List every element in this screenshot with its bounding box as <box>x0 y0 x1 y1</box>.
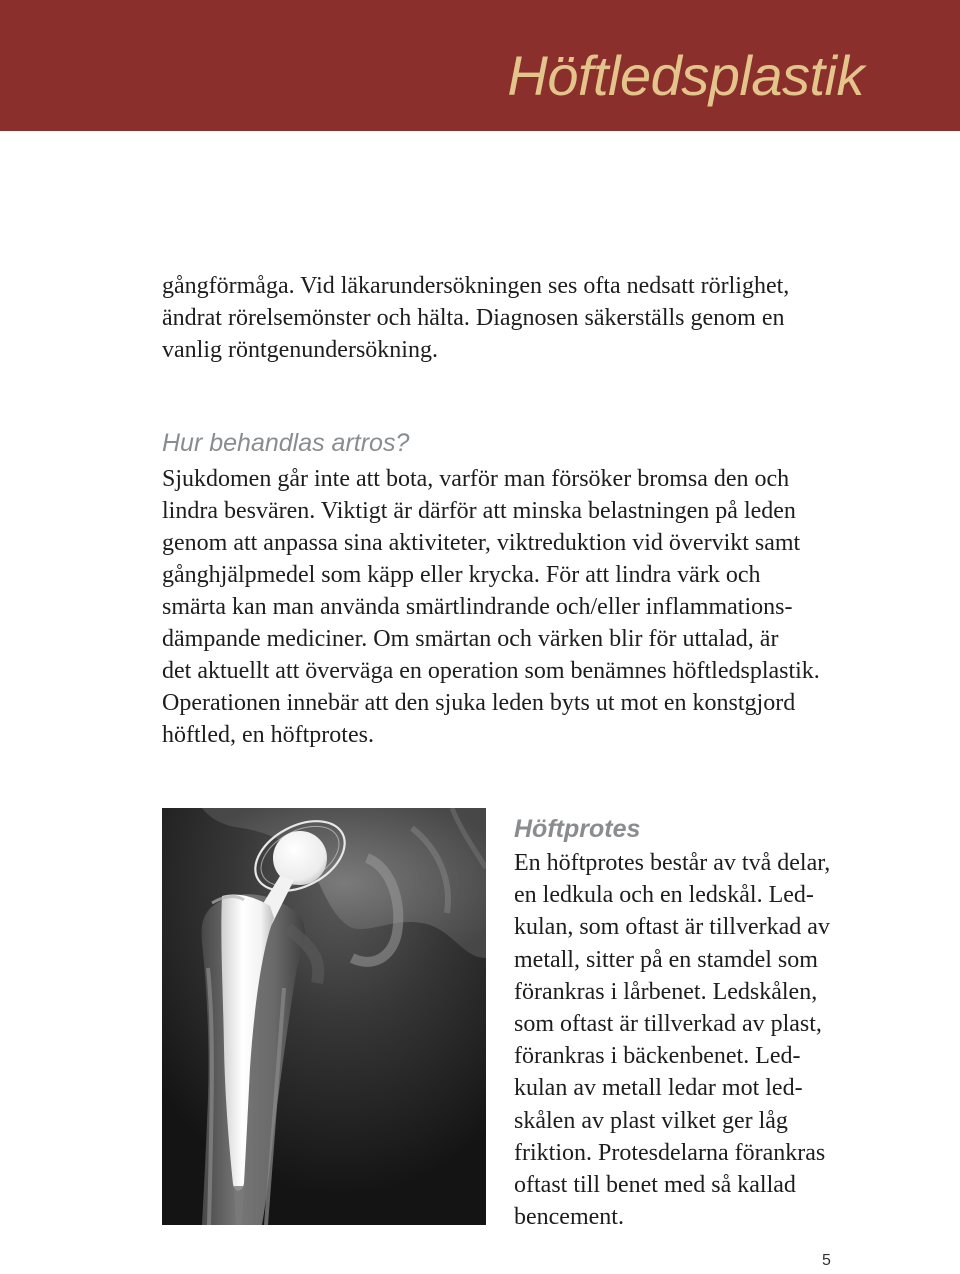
treatment-line: höftled, en höftprotes. <box>162 722 374 748</box>
intro-paragraph <box>162 270 862 366</box>
treatment-line: Operationen innebär att den sjuka leden byts ut mot en konstgjord <box>162 690 796 716</box>
treatment-line: lindra besvären. Viktigt är därför att minska belastningen på leden <box>162 498 796 524</box>
page-title: Höftledsplastik <box>507 44 864 107</box>
prosthesis-line: oftast till benet med så kallad <box>514 1172 796 1199</box>
treatment-line: smärta kan man använda smärtlindrande och/eller inflammations- <box>162 594 793 620</box>
prosthesis-line: kulan, som oftast är tillverkad av <box>514 914 830 941</box>
prosthesis-line: skålen av plast vilket ger låg <box>514 1107 788 1134</box>
treatment-line: gånghjälpmedel som käpp eller krycka. För att lindra värk och <box>162 562 761 588</box>
prosthesis-line: bencement. <box>514 1204 624 1231</box>
hip-prosthesis-xray <box>162 808 486 1225</box>
treatment-paragraph <box>162 463 862 751</box>
prosthesis-heading: Höftprotes <box>514 815 641 843</box>
prosthesis-line: friktion. Protesdelarna förankras <box>514 1139 826 1166</box>
prosthesis-line: förankras i lårbenet. Ledskålen, <box>514 978 818 1005</box>
prosthesis-paragraph <box>514 847 874 1233</box>
prosthesis-line: förankras i bäckenbenet. Led- <box>514 1043 801 1070</box>
treatment-line: genom att anpassa sina aktiviteter, viktreduktion vid övervikt samt <box>162 530 801 556</box>
prosthesis-line: som oftast är tillverkad av plast, <box>514 1011 822 1038</box>
intro-line: ändrat rörelsemönster och hälta. Diagnosen säkerställs genom en <box>162 305 785 331</box>
treatment-heading: Hur behandlas artros? <box>162 429 410 457</box>
prosthesis-line: metall, sitter på en stamdel som <box>514 946 818 973</box>
prosthesis-line: kulan av metall ledar mot led- <box>514 1075 803 1102</box>
treatment-line: Sjukdomen går inte att bota, varför man försöker bromsa den och <box>162 466 790 492</box>
intro-line: vanlig röntgenundersökning. <box>162 337 438 363</box>
intro-line: gångförmåga. Vid läkarundersökningen ses ofta nedsatt rörlighet, <box>162 273 790 299</box>
page-number: 5 <box>822 1252 831 1269</box>
prosthesis-line: en ledkula och en ledskål. Led- <box>514 882 814 909</box>
treatment-line: det aktuellt att överväga en operation som benämnes höftledsplastik. <box>162 658 820 684</box>
prosthesis-line: En höftprotes består av två delar, <box>514 850 831 876</box>
header-band <box>0 0 960 131</box>
treatment-line: dämpande mediciner. Om smärtan och värken blir för uttalad, är <box>162 626 779 652</box>
